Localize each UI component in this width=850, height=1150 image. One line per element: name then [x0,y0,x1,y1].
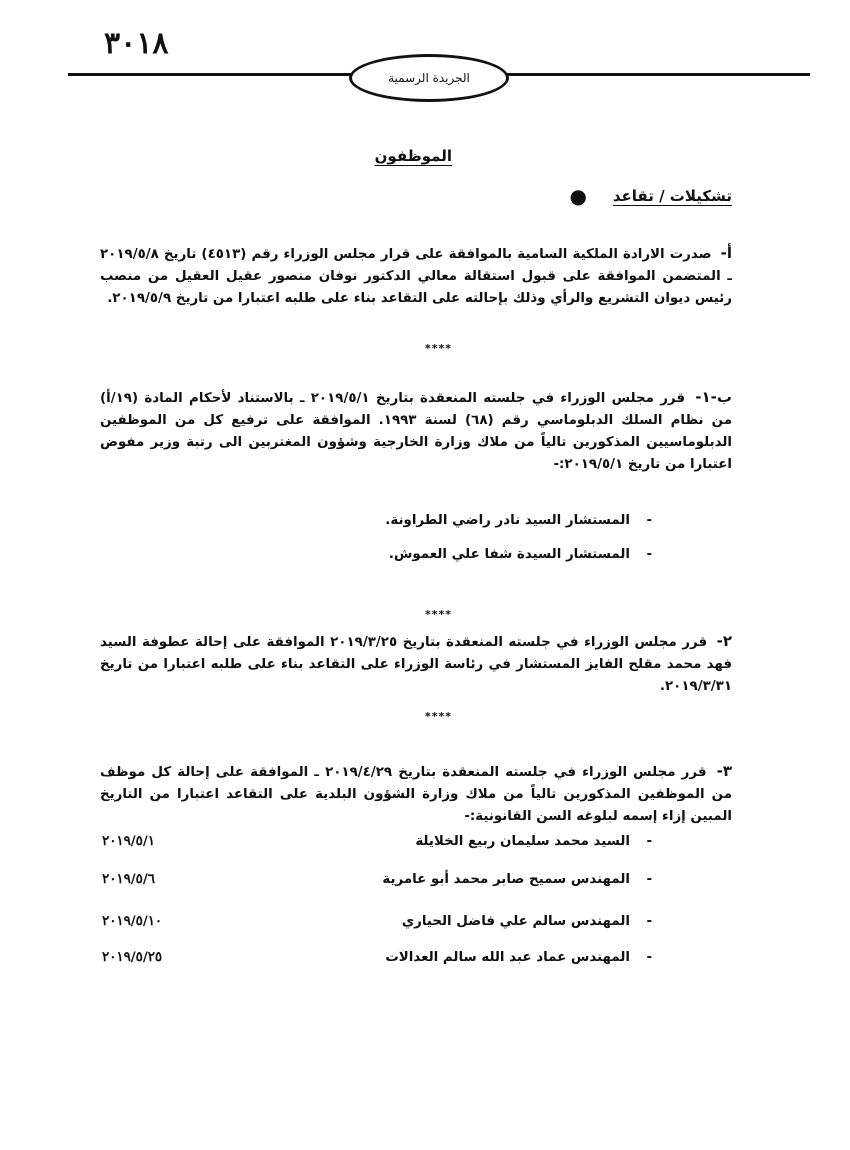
journal-name-badge: الجريدة الرسمية [349,54,509,102]
person-name: المستشار السيدة شفا علي العموش. [388,547,630,562]
paragraph-marker: ٣- [716,762,732,780]
paragraph-b1 [100,386,732,476]
paragraph-marker: أ- [720,244,732,262]
table-row: - السيد محمد سليمان ربيع الخلايلة ٢٠١٩/٥/١ [102,830,652,868]
retirement-date: ٢٠١٩/٥/١٠ [102,913,163,929]
paragraph-marker: ٢- [716,632,732,650]
paragraph-marker: ب-١- [695,388,732,406]
person-name: المهندس سميح صابر محمد أبو عامرية [382,872,630,887]
bullet-icon: ● [569,184,587,208]
person-name: المهندس سالم علي فاضل الحياري [401,914,630,929]
retirement-date: ٢٠١٩/٥/٦ [102,871,155,887]
retirees-list [102,830,652,968]
paragraph-2 [100,630,732,698]
person-name: المستشار السيد نادر راضي الطراونة. [385,513,630,528]
retirement-date: ٢٠١٩/٥/١ [102,833,155,849]
person-name: السيد محمد سليمان ربيع الخلايلة [415,834,630,849]
paragraph-a [100,242,732,310]
table-row: - المهندس عماد عبد الله سالم العدالات ٢٠١٩/٥/٢٥ [102,946,652,968]
paragraph-text: قرر مجلس الوزراء في جلسته المنعقدة بتاريخ ٢٠١٩/٣/٢٥ الموافقة على إحالة عطوفة السيد فهد محمد مقلح الفايز المستشار في رئاسة الوزراء على التقاعد بناء على طلبه اعتبارا من تاريخ ٢٠١٩/٣/٣١. [100,635,732,694]
paragraph-text: قرر مجلس الوزراء في جلسته المنعقدة بتاريخ ٢٠١٩/٤/٢٩ ـ الموافقة على إحالة كل موظف من الموظفين المذكورين تالياً من ملاك وزارة الشؤون البلدية على التقاعد اعتبارا من التاريخ المبين إزاء إسمه لبلوغه السن القانونية:- [100,765,732,824]
separator-stars: **** [424,710,452,723]
b1-name-list [102,510,652,566]
separator-stars: **** [424,608,452,621]
paragraph-3 [100,760,732,828]
person-name: المهندس عماد عبد الله سالم العدالات [385,950,630,965]
table-row: - المهندس سميح صابر محمد أبو عامرية ٢٠١٩/٥/٦ [102,868,652,910]
paragraph-text: صدرت الارادة الملكية السامية بالموافقة على قرار مجلس الوزراء رقم (٤٥١٣) تاريخ ٢٠١٩/٥/٨ ـ المتضمن الموافقة على قبول استقالة معالي الدكتور نوفان منصور عقيل العقيل من منصب رئيس ديوان التشريع والرأي وذلك بإحالته على التقاعد بناء على طلبه اعتبارا من تاريخ ٢٠١٩/٥/٩. [100,247,732,306]
paragraph-text: قرر مجلس الوزراء في جلسته المنعقدة بتاريخ ٢٠١٩/٥/١ ـ بالاستناد لأحكام المادة (١٩/أ) من نظام السلك الدبلوماسي رقم (٦٨) لسنة ١٩٩٣. الموافقة على ترفيع كل من الموظفين الدبلوماسيين المذكورين تالياً من ملاك وزارة الخارجية وشؤون المغتربين الى رتبة وزير مفوض اعتبارا من تاريخ ٢٠١٩/٥/١:- [100,391,733,472]
section-title: الموظفون [374,147,452,165]
retirement-date: ٢٠١٩/٥/٢٥ [102,949,163,965]
subsection-heading [569,185,732,207]
table-row: - المهندس سالم علي فاضل الحياري ٢٠١٩/٥/١٠ [102,910,652,946]
list-item: - المستشار السيدة شفا علي العموش. [102,544,652,566]
subsection-title: تشكيلات / تقاعد [612,187,732,205]
separator-stars: **** [424,342,452,355]
page-number: ٣٠١٨ [104,26,169,61]
list-item: - المستشار السيد نادر راضي الطراونة. [102,510,652,544]
